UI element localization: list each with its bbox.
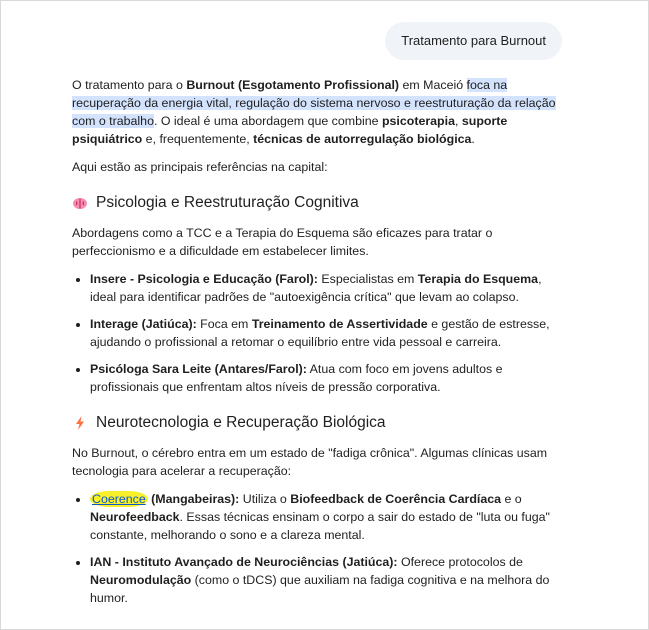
item-name: Interage (Jatiúca): bbox=[90, 317, 197, 331]
item-bold: Treinamento de Assertividade bbox=[251, 317, 428, 331]
refs-paragraph: Aqui estão as principais referências na capital: bbox=[72, 160, 328, 174]
intro-bold: técnicas de autorregulação biológica bbox=[253, 132, 472, 146]
intro-paragraph bbox=[72, 76, 560, 148]
coerence-link[interactable]: Coerence bbox=[92, 492, 146, 506]
item-bold: (Mangabeiras): bbox=[147, 492, 240, 506]
intro-bold: psicoterapia bbox=[381, 114, 455, 128]
section2-list bbox=[72, 490, 560, 607]
section-heading bbox=[72, 192, 560, 214]
intro-text: . O ideal é uma abordagem que combine bbox=[153, 114, 382, 128]
section-heading bbox=[72, 412, 560, 434]
lightning-icon bbox=[72, 415, 88, 431]
intro-text: e, frequentemente, bbox=[142, 132, 254, 146]
item-name: IAN - Instituto Avançado de Neurociências (Jatiúca): bbox=[90, 555, 398, 569]
list-item bbox=[90, 360, 560, 396]
section1-title: Psicologia e Reestruturação Cognitiva bbox=[96, 194, 359, 211]
item-name: Psicóloga Sara Leite (Antares/Farol): bbox=[90, 362, 307, 376]
item-text: e o bbox=[501, 492, 522, 506]
intro-text: em Maceió bbox=[399, 78, 467, 92]
item-bold: Biofeedback de Coerência Cardíaca bbox=[290, 492, 502, 506]
item-text: Atua com foco em jovens adultos e profissionais que enfrentam altos níveis de pressão corporativa. bbox=[90, 362, 503, 394]
item-text: Especialistas em bbox=[317, 272, 418, 286]
brain-icon bbox=[72, 195, 88, 211]
intro-text: , bbox=[454, 114, 462, 128]
intro-text: . bbox=[471, 132, 475, 146]
item-text: Foca em bbox=[196, 317, 252, 331]
section1-desc: Abordagens como a TCC e a Terapia do Esquema são eficazes para tratar o perfeccionismo e a dificuldade em estabelecer limites. bbox=[72, 226, 493, 258]
item-bold: Terapia do Esquema bbox=[417, 272, 539, 286]
list-item bbox=[90, 490, 560, 544]
response-content bbox=[72, 76, 560, 616]
intro-bold: Burnout (Esgotamento Profissional) bbox=[186, 78, 400, 92]
item-bold: Neuromodulação bbox=[90, 573, 192, 587]
item-text: Oferece protocolos de bbox=[397, 555, 523, 569]
intro-bold: suporte psiquiátrico bbox=[72, 114, 508, 146]
intro-text: O tratamento para o bbox=[72, 78, 187, 92]
item-text: , ideal para identificar padrões de "autoexigência crítica" que levam ao colapso. bbox=[90, 272, 542, 304]
item-text: . Essas técnicas ensinam o corpo a sair do estado de "luta ou fuga" constante, melhorando o sono e a clareza mental. bbox=[90, 510, 550, 542]
list-item bbox=[90, 553, 560, 607]
list-item bbox=[90, 270, 560, 306]
list-item bbox=[90, 315, 560, 351]
item-text: Utiliza o bbox=[239, 492, 291, 506]
section1-list bbox=[72, 270, 560, 396]
item-name: Insere - Psicologia e Educação (Farol): bbox=[90, 272, 318, 286]
section2-title: Neurotecnologia e Recuperação Biológica bbox=[96, 414, 386, 431]
user-message-bubble: Tratamento para Burnout bbox=[385, 22, 562, 60]
item-bold: Neurofeedback bbox=[90, 510, 180, 524]
intro-highlight: foca na recuperação da energia vital, regulação do sistema nervoso e reestruturação da relação com o trabalho bbox=[72, 78, 556, 128]
highlighted-link-wrapper bbox=[90, 491, 148, 507]
item-text: e gestão de estresse, ajudando o profissional a retomar o equilíbrio entre vida pessoal e carreira. bbox=[90, 317, 550, 349]
section2-desc: No Burnout, o cérebro entra em um estado de "fadiga crônica". Algumas clínicas usam tecnologia para acelerar a recuperação: bbox=[72, 446, 548, 478]
item-text: (como o tDCS) que auxiliam na fadiga cognitiva e na melhora do humor. bbox=[90, 573, 550, 605]
